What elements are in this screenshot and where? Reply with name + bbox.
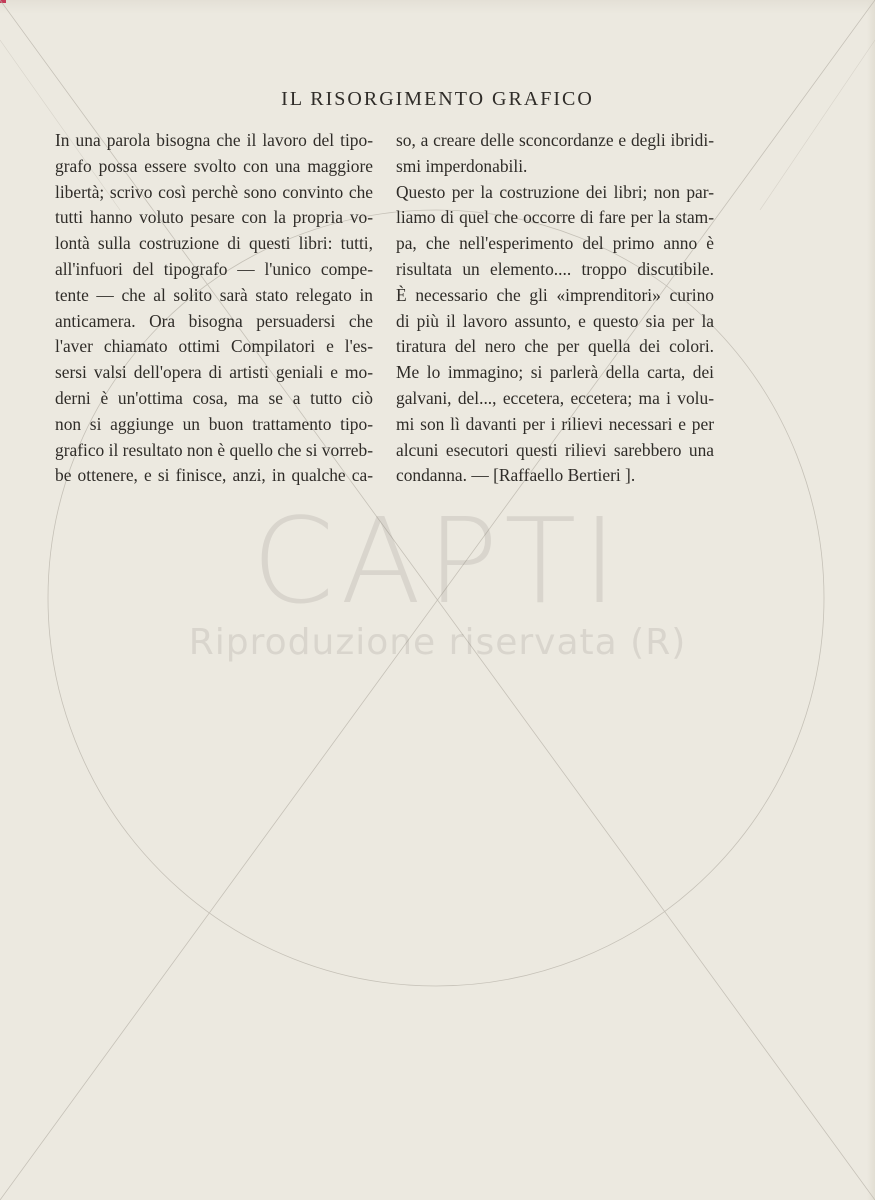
text-line: non si aggiunge un buon trattamento tipo- (55, 413, 373, 434)
text-line: l'aver chiamato ottimi Compilatori e l'es- (55, 336, 373, 357)
text-line: smi imperdonabili. (396, 155, 528, 176)
text-line: condanna. — [Raffaello Bertieri ]. (396, 465, 636, 486)
text-line: libertà; scrivo così perchè sono convinto che (55, 181, 373, 202)
text-line: tente — che al solito sarà stato relegato in (55, 284, 373, 305)
text-column-left (55, 128, 373, 489)
text-line: di più il lavoro assunto, e questo sia per la (396, 310, 714, 331)
text-line: risultata un elemento.... troppo discutibile. (396, 258, 714, 279)
text-line: grafico il resultato non è quello che si vorreb- (55, 439, 373, 460)
text-line: anticamera. Ora bisogna persuadersi che (55, 310, 373, 331)
text-line: Questo per la costruzione dei libri; non par- (396, 181, 714, 202)
edge-line-right (760, 40, 875, 210)
text-line: galvani, del..., eccetera, eccetera; ma i volu- (396, 387, 714, 408)
watermark-logo: CAPTI (251, 492, 624, 630)
text-line: grafo possa essere svolto con una maggiore (55, 155, 373, 176)
text-line: mi son lì davanti per i rilievi necessari e per (396, 413, 714, 434)
text-line: tutti hanno voluto pesare con la propria vo- (55, 207, 373, 228)
text-line: liamo di quel che occorre di fare per la stam- (396, 207, 714, 228)
text-line: In una parola bisogna che il lavoro del tipo- (55, 130, 373, 150)
text-line: pa, che nell'esperimento del primo anno è (396, 233, 714, 254)
text-line: Me lo immagino; si parlerà della carta, dei (396, 362, 714, 383)
text-line: be ottenere, e si finisce, anzi, in qualche ca- (55, 465, 373, 486)
text-line: sersi valsi dell'opera di artisti geniali e mo- (55, 362, 373, 383)
watermark-caption: Riproduzione riservata (R) (188, 622, 687, 663)
text-line: all'infuori del tipografo — l'unico compe- (55, 258, 373, 279)
text-line: alcuni esecutori questi rilievi sarebbero una (396, 439, 714, 460)
text-column-right (396, 128, 714, 489)
text-line: lontà sulla costruzione di questi libri: tutti, (55, 233, 373, 254)
page-title: IL RISORGIMENTO GRAFICO (281, 88, 594, 110)
text-line: so, a creare delle sconcordanze e degli ibridi- (396, 130, 714, 150)
text-line: tiratura del nero che per quella dei colori. (396, 336, 714, 357)
text-line: derni è un'ottima cosa, ma se a tutto ciò (55, 387, 373, 408)
text-line: È necessario che gli «imprenditori» curino (396, 284, 714, 305)
